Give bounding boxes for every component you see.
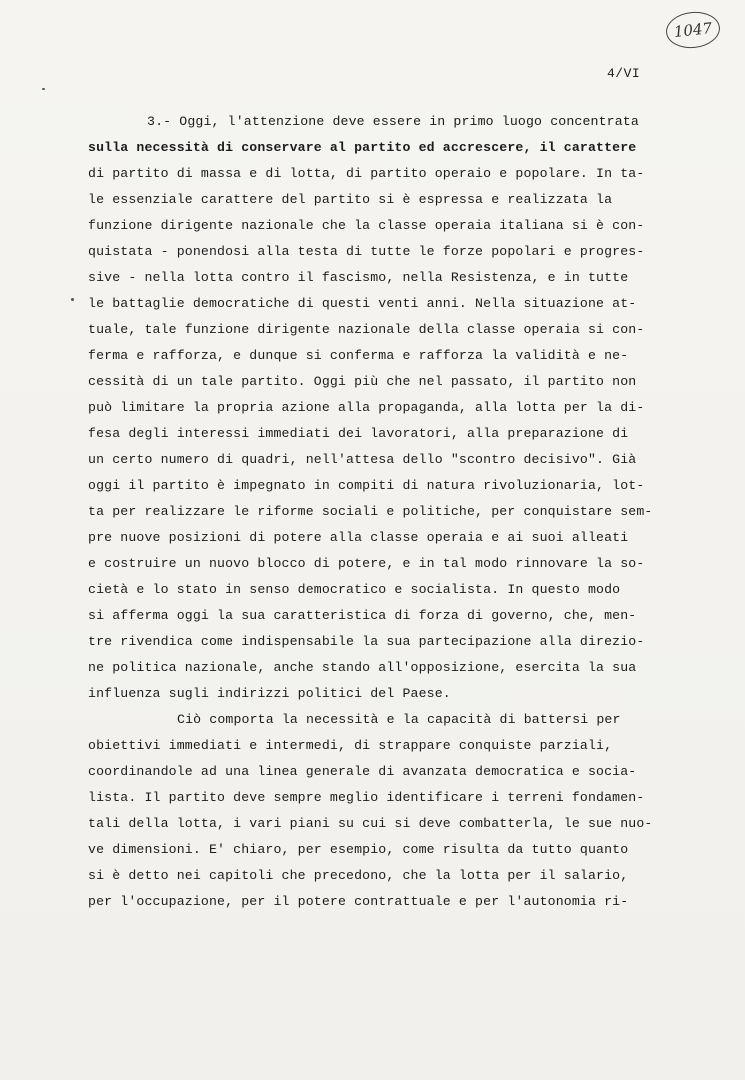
paper-speck bbox=[71, 298, 74, 301]
text-line: fesa degli interessi immediati dei lavoratori, alla preparazione di bbox=[88, 426, 629, 441]
text-line: Ciò comporta la necessità e la capacità di battersi per bbox=[177, 712, 621, 727]
text-line: pre nuove posizioni di potere alla classe operaia e ai suoi alleati bbox=[88, 530, 629, 545]
text-line: un certo numero di quadri, nell'attesa dello "scontro decisivo". Già bbox=[88, 452, 637, 467]
text-line: quistata - ponendosi alla testa di tutte le forze popolari e progres- bbox=[88, 244, 645, 259]
archive-stamp: 1047 bbox=[664, 9, 721, 50]
text-line: funzione dirigente nazionale che la classe operaia italiana si è con- bbox=[88, 218, 645, 233]
text-line: ta per realizzare le riforme sociali e politiche, per conquistare sem- bbox=[88, 504, 653, 519]
text-line: ve dimensioni. E' chiaro, per esempio, come risulta da tutto quanto bbox=[88, 842, 629, 857]
text-line: cietà e lo stato in senso democratico e socialista. In questo modo bbox=[88, 582, 621, 597]
text-line: si afferma oggi la sua caratteristica di forza di governo, che, men- bbox=[88, 608, 637, 623]
text-line: cessità di un tale partito. Oggi più che nel passato, il partito non bbox=[88, 374, 637, 389]
text-line: sive - nella lotta contro il fascismo, nella Resistenza, e in tutte bbox=[88, 270, 629, 285]
text-line: e costruire un nuovo blocco di potere, e in tal modo rinnovare la so- bbox=[88, 556, 645, 571]
text-line: obiettivi immediati e intermedi, di strappare conquiste parziali, bbox=[88, 738, 613, 753]
text-line: tali della lotta, i vari piani su cui si deve combatterla, le sue nuo- bbox=[88, 816, 653, 831]
page-number: 4/VI bbox=[607, 66, 641, 81]
text-line: influenza sugli indirizzi politici del Paese. bbox=[88, 686, 451, 701]
text-line: tre rivendica come indispensabile la sua partecipazione alla direzio- bbox=[88, 634, 645, 649]
text-line: le battaglie democratiche di questi venti anni. Nella situazione at- bbox=[88, 296, 637, 311]
text-line: ne politica nazionale, anche stando all'opposizione, esercita la sua bbox=[88, 660, 637, 675]
paper-speck bbox=[42, 88, 45, 90]
text-line: oggi il partito è impegnato in compiti di natura rivoluzionaria, lot- bbox=[88, 478, 645, 493]
text-line: coordinandole ad una linea generale di avanzata democratica e socia- bbox=[88, 764, 637, 779]
text-line: 3.- Oggi, l'attenzione deve essere in primo luogo concentrata bbox=[147, 114, 639, 129]
text-line: ferma e rafforza, e dunque si conferma e rafforza la validità e ne- bbox=[88, 348, 629, 363]
text-line: può limitare la propria azione alla propaganda, alla lotta per la di- bbox=[88, 400, 645, 415]
text-line: le essenziale carattere del partito si è espressa e realizzata la bbox=[88, 192, 613, 207]
text-line: tuale, tale funzione dirigente nazionale della classe operaia si con- bbox=[88, 322, 645, 337]
text-line: si è detto nei capitoli che precedono, che la lotta per il salario, bbox=[88, 868, 629, 883]
text-line: di partito di massa e di lotta, di partito operaio e popolare. In ta- bbox=[88, 166, 645, 181]
text-line: sulla necessità di conservare al partito ed accrescere, il carattere bbox=[88, 140, 637, 155]
text-line: lista. Il partito deve sempre meglio identificare i terreni fondamen- bbox=[88, 790, 645, 805]
text-line: per l'occupazione, per il potere contrattuale e per l'autonomia ri- bbox=[88, 894, 629, 909]
